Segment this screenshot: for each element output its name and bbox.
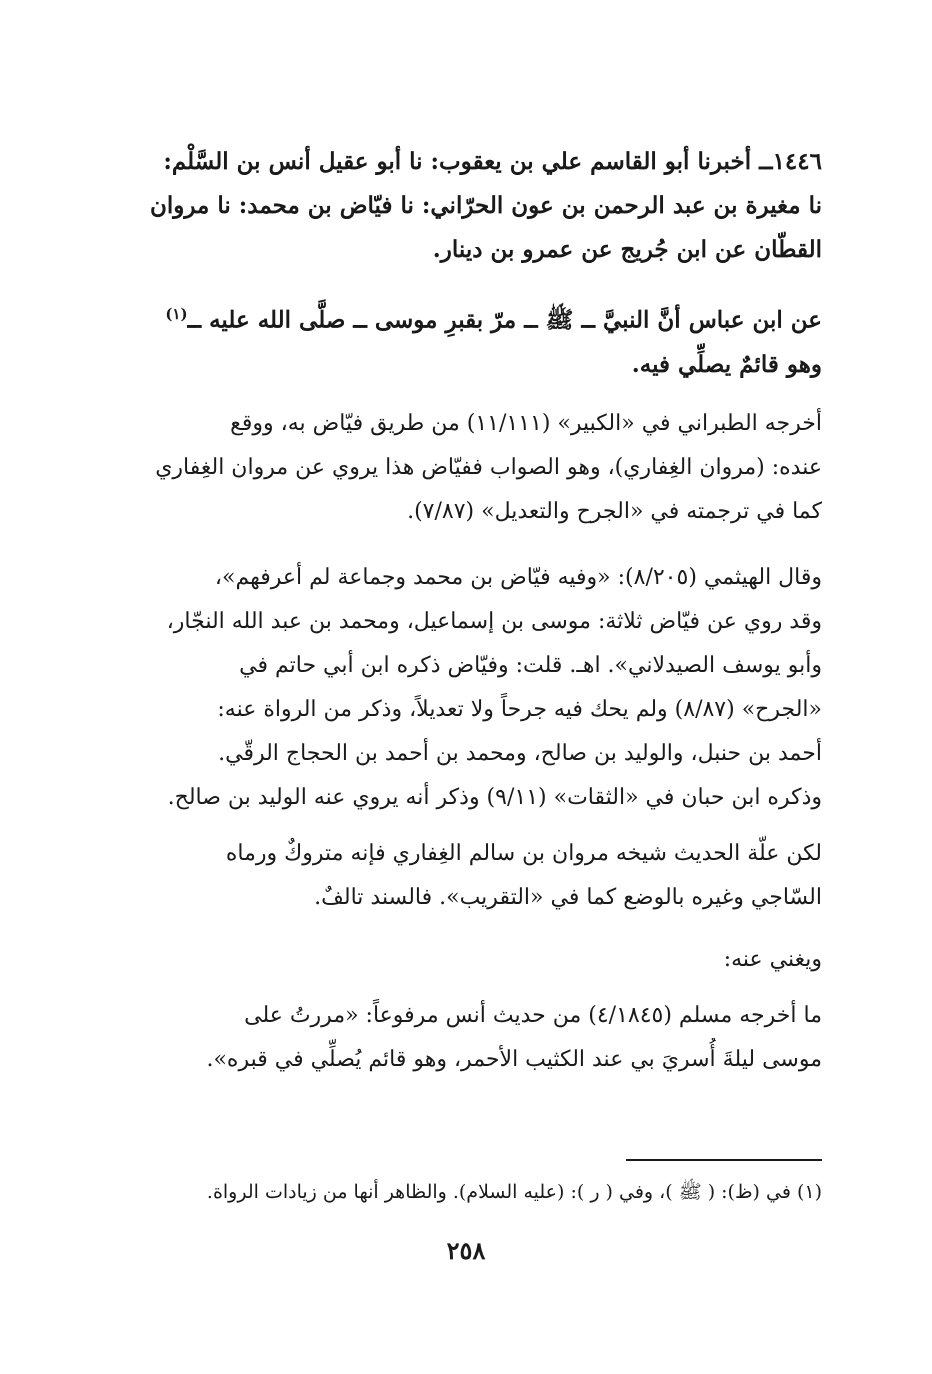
matn-line: وهو قائمٌ يصلِّي فيه. bbox=[631, 350, 822, 378]
paragraph-line: «الجرح» (٨/٨٧) ولم يحك فيه جرحاً ولا تعديلاً، وذكر من الرواة عنه: bbox=[217, 697, 822, 722]
isnad-line: نا مغيرة بن عبد الرحمن بن عون الحرّاني: نا فيّاض بن محمد: نا مروان bbox=[149, 192, 822, 219]
page-number: ٢٥٨ bbox=[446, 1236, 486, 1265]
paragraph-line: السّاجي وغيره بالوضع كما في «التقريب». فالسند تالفٌ. bbox=[314, 885, 822, 910]
illa-paragraph bbox=[108, 832, 822, 920]
footnote: (١) في (ظ): ( ﷺ )، وفي ( ر ): (عليه السلام). والظاهر أنها من زيادات الرواة. bbox=[206, 1181, 822, 1203]
paragraph-line: أحمد بن حنبل، والوليد بن صالح، ومحمد بن أحمد بن الحجاج الرقّي. bbox=[218, 741, 822, 766]
muslim-paragraph bbox=[108, 994, 822, 1082]
paragraph-line: عنده: (مروان الغِفاري)، وهو الصواب ففيّاض هذا يروي عن مروان الغِفاري bbox=[155, 455, 822, 480]
hadith-isnad bbox=[108, 140, 822, 272]
isnad-line: ١٤٤٦ــ أخبرنا أبو القاسم علي بن يعقوب: نا أبو عقيل أنس بن السَّلْم: bbox=[163, 148, 822, 175]
alternative-heading bbox=[108, 938, 822, 982]
paragraph-line: وذكره ابن حبان في «الثقات» (٩/١١) وذكر أنه يروي عنه الوليد بن صالح. bbox=[167, 785, 822, 810]
matn-line bbox=[108, 292, 822, 343]
paragraph-line: وأبو يوسف الصيدلاني». اهـ. قلت: وفيّاض ذكره ابن أبي حاتم في bbox=[239, 653, 822, 678]
paragraph-line: ما أخرجه مسلم (٤/١٨٤٥) من حديث أنس مرفوعاً: «مررتُ على bbox=[244, 1003, 822, 1028]
paragraph-line: لكن علّة الحديث شيخه مروان بن سالم الغِفاري فإنه متروكٌ ورماه bbox=[225, 841, 822, 866]
footnote-marker: (١) bbox=[165, 305, 188, 323]
paragraph-line: كما في ترجمته في «الجرح والتعديل» (٧/٨٧). bbox=[407, 499, 822, 524]
footnote-divider bbox=[626, 1159, 822, 1161]
paragraph-line: وقد روي عن فيّاض ثلاثة: موسى بن إسماعيل، ومحمد بن عبد الله النجّار، bbox=[166, 609, 822, 634]
paragraph-line: أخرجه الطبراني في «الكبير» (١١/١١١) من طريق فيّاض به، ووقع bbox=[230, 411, 822, 436]
matn-line-text: عن ابن عباس أنَّ النبيَّ ــ ﷺ ــ مرّ بقبرِ موسى ــ صلَّى الله عليه ــ bbox=[187, 306, 822, 334]
haythami-paragraph bbox=[108, 556, 822, 820]
hadith-matn bbox=[108, 292, 822, 387]
paragraph-line: موسى ليلةَ أُسريَ بي عند الكثيب الأحمر، وهو قائم يُصلِّي في قبره». bbox=[206, 1047, 822, 1072]
paragraph-line: وقال الهيثمي (٨/٢٠٥): «وفيه فيّاض بن محمد وجماعة لم أعرفهم»، bbox=[214, 565, 822, 590]
takhrij-paragraph bbox=[108, 402, 822, 534]
paragraph-line: ويغني عنه: bbox=[723, 947, 822, 972]
isnad-line: القطّان عن ابن جُريج عن عمرو بن دينار. bbox=[432, 236, 822, 263]
